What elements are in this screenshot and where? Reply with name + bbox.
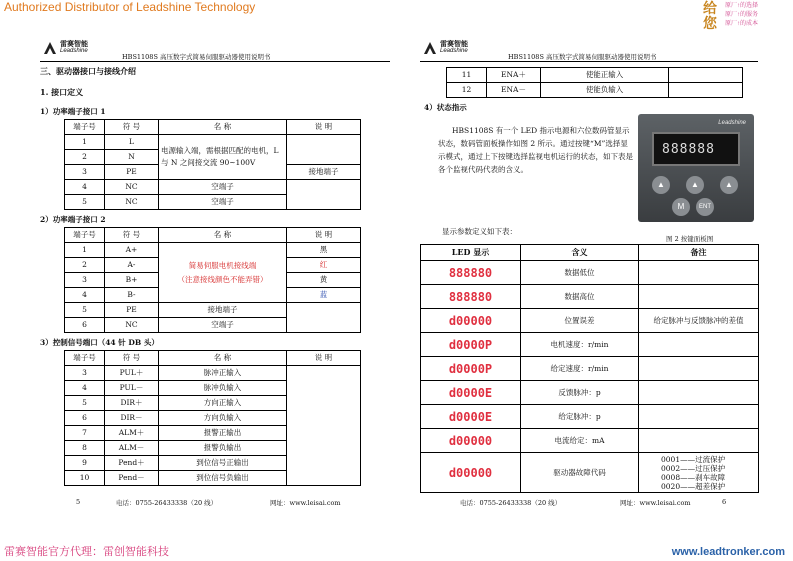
col-header: LED 显示	[421, 245, 521, 261]
terminal-no: 3	[65, 366, 105, 381]
fault-code: 0008——刹车故障	[661, 472, 726, 482]
keypad-panel-image	[638, 114, 754, 222]
led-code: d0000P	[448, 337, 493, 352]
wire-color-red: 红	[287, 258, 361, 273]
terminal-name: 报警负输出	[159, 441, 287, 456]
led-note	[639, 405, 759, 429]
terminal-no: 4	[65, 180, 105, 195]
terminal-note	[287, 366, 361, 486]
page-header	[420, 38, 758, 62]
terminal-note: 接地端子	[287, 165, 361, 180]
power-port-2-table	[64, 227, 361, 333]
terminal-no: 2	[65, 150, 105, 165]
brand-cn: 雷赛智能	[440, 39, 468, 48]
terminal-no: 4	[65, 288, 105, 303]
terminal-name: 方向正输入	[159, 396, 287, 411]
terminal-name: 脉冲正输入	[159, 366, 287, 381]
terminal-symbol: DIR－	[105, 411, 159, 426]
terminal-no: 6	[65, 411, 105, 426]
brand-en: Leadshine	[60, 48, 88, 54]
logo-line-2: 原厂↑的服务	[725, 12, 759, 18]
terminal-name: 方向负输入	[159, 411, 287, 426]
terminal-no: 3	[65, 273, 105, 288]
terminal-name: 到位信号正输出	[159, 456, 287, 471]
terminal-no: 12	[447, 83, 487, 98]
motor-wiring-name	[159, 243, 287, 303]
left-page	[40, 38, 390, 514]
wire-color-blue: 蓝	[287, 288, 361, 303]
led-code: d0000E	[448, 385, 493, 400]
terminal-symbol: PE	[105, 303, 159, 318]
terminal-name: 脉冲负输入	[159, 381, 287, 396]
panel-ent-button: ENT	[696, 198, 714, 216]
terminal-no: 11	[447, 68, 487, 83]
col-header: 说 明	[287, 351, 361, 366]
distributor-logo	[703, 2, 783, 32]
col-header: 端子号	[65, 120, 105, 135]
power-port-1-title: 1）功率端子接口 1	[40, 107, 106, 116]
col-header: 说 明	[287, 120, 361, 135]
brand-cn: 雷赛智能	[60, 39, 88, 48]
led-meaning: 驱动器故障代码	[521, 453, 639, 493]
led-meaning: 电流给定：mA	[521, 429, 639, 453]
col-header: 名 称	[159, 120, 287, 135]
terminal-symbol: PUL－	[105, 381, 159, 396]
fault-code: 0020——超差保护	[661, 481, 726, 491]
led-note	[639, 285, 759, 309]
terminal-note	[287, 180, 361, 210]
terminal-no: 5	[65, 195, 105, 210]
terminal-symbol: ALM－	[105, 441, 159, 456]
led-note	[639, 381, 759, 405]
led-note	[639, 333, 759, 357]
panel-up-button-2: ▲	[686, 176, 704, 194]
terminal-symbol: NC	[105, 180, 159, 195]
terminal-symbol: ALM＋	[105, 426, 159, 441]
led-display-table	[420, 244, 759, 493]
col-header: 符 号	[105, 351, 159, 366]
col-header: 名 称	[159, 351, 287, 366]
power-port-2-title: 2）功率端子接口 2	[40, 215, 106, 224]
terminal-name: 到位信号负输出	[159, 471, 287, 486]
control-port-title: 3）控制信号端口（44 针 DB 头）	[40, 338, 159, 347]
terminal-no: 8	[65, 441, 105, 456]
col-header: 说 明	[287, 228, 361, 243]
terminal-symbol: A-	[105, 258, 159, 273]
terminal-no: 4	[65, 381, 105, 396]
terminal-symbol: PUL＋	[105, 366, 159, 381]
footer-phone: 电话：0755-26433338（20 线）	[460, 499, 562, 507]
terminal-symbol: Pend＋	[105, 456, 159, 471]
terminal-name: 使能正输入	[541, 68, 669, 83]
power-port-1-table	[64, 119, 361, 210]
logo-line-1: 原厂↑的选择	[725, 3, 759, 9]
led-meaning: 位置误差	[521, 309, 639, 333]
terminal-no: 3	[65, 165, 105, 180]
terminal-note	[669, 68, 743, 83]
panel-brand: Leadshine	[718, 120, 746, 126]
col-header: 备注	[639, 245, 759, 261]
status-indication-title: 4）状态指示	[424, 103, 467, 112]
led-note	[639, 261, 759, 285]
terminal-symbol: B+	[105, 273, 159, 288]
led-meaning: 电机速度：r/min	[521, 333, 639, 357]
terminal-no: 10	[65, 471, 105, 486]
col-header: 含义	[521, 245, 639, 261]
led-note	[639, 429, 759, 453]
logo-glyph-1: 给	[703, 1, 717, 17]
led-code: d0000E	[448, 409, 493, 424]
panel-up-button-3: ▲	[720, 176, 738, 194]
col-header: 名 称	[159, 228, 287, 243]
leadshine-logo-icon	[42, 40, 58, 56]
terminal-no: 1	[65, 243, 105, 258]
terminal-symbol: L	[105, 135, 159, 150]
led-code: d00000	[448, 465, 493, 480]
col-header: 符 号	[105, 120, 159, 135]
motor-wiring-line-1: 简易伺服电机接线端	[188, 260, 257, 270]
terminal-symbol: NC	[105, 318, 159, 333]
col-header: 符 号	[105, 228, 159, 243]
terminal-no: 5	[65, 396, 105, 411]
terminal-no: 6	[65, 318, 105, 333]
doc-title: HBS1108S 高压数字式简易伺服驱动器使用说明书	[122, 53, 271, 61]
terminal-symbol: ENA－	[487, 83, 541, 98]
terminal-symbol: PE	[105, 165, 159, 180]
page-header	[40, 38, 390, 62]
leadshine-logo-icon	[422, 40, 438, 56]
fault-code-list	[639, 453, 759, 493]
terminal-symbol: Pend－	[105, 471, 159, 486]
panel-digits: 888888	[662, 142, 715, 157]
led-code: d00000	[448, 313, 493, 328]
terminal-no: 2	[65, 258, 105, 273]
terminal-no: 7	[65, 426, 105, 441]
terminal-name: 接地端子	[159, 303, 287, 318]
footer-website: 网址：www.leisai.com	[620, 499, 691, 507]
terminal-name: 报警正输出	[159, 426, 287, 441]
panel-display	[652, 132, 740, 166]
terminal-note	[669, 83, 743, 98]
terminal-symbol: ENA＋	[487, 68, 541, 83]
led-code: d00000	[448, 433, 493, 448]
led-meaning: 数据低位	[521, 261, 639, 285]
page-footer	[40, 498, 390, 508]
status-paragraph: HBS1108S 有一个 LED 指示电源和六位数码管显示状态，数码管面板操作如图 2 所示。通过按键“M”选择显示模式，通过上下按键选择监视电机运行的状态，如下表是各个监视代码代表的含义。	[438, 126, 633, 174]
distributor-banner: Authorized Distributor of Leadshine Technology	[4, 0, 256, 14]
terminal-no: 5	[65, 303, 105, 318]
terminal-symbol: DIR＋	[105, 396, 159, 411]
terminal-note	[287, 303, 361, 333]
panel-up-button-1: ▲	[652, 176, 670, 194]
wire-color-yellow: 黄	[287, 273, 361, 288]
terminal-symbol: B-	[105, 288, 159, 303]
page-footer	[420, 498, 758, 508]
terminal-name: 空端子	[159, 318, 287, 333]
terminal-symbol: N	[105, 150, 159, 165]
led-meaning: 给定脉冲：p	[521, 405, 639, 429]
terminal-note	[287, 135, 361, 165]
doc-title: HBS1108S 高压数字式简易伺服驱动器使用说明书	[508, 53, 657, 61]
led-code: 888880	[448, 265, 493, 280]
control-port-table	[64, 350, 361, 486]
footer-website: 网址：www.leisai.com	[270, 499, 341, 507]
col-header: 端子号	[65, 228, 105, 243]
right-page	[420, 38, 758, 514]
agent-website-link[interactable]: www.leadtronker.com	[671, 546, 785, 558]
logo-line-3: 原厂↑的成本	[725, 21, 759, 27]
terminal-name: 空端子	[159, 180, 287, 195]
terminal-name: 使能负输入	[541, 83, 669, 98]
terminal-name: 电源输入端，需根据匹配的电机，L 与 N 之间接交流 90~100V	[159, 135, 287, 180]
led-meaning: 数据高位	[521, 285, 639, 309]
led-note: 给定脉冲与反馈脉冲的差值	[639, 309, 759, 333]
terminal-no: 9	[65, 456, 105, 471]
led-meaning: 反馈脉冲：p	[521, 381, 639, 405]
brand-en: Leadshine	[440, 48, 468, 54]
wire-color-black: 黑	[287, 243, 361, 258]
figure-caption: 图 2 按键面板图	[666, 235, 714, 243]
col-header: 端子号	[65, 351, 105, 366]
fault-code: 0001——过流保护	[661, 454, 726, 464]
led-code: d0000P	[448, 361, 493, 376]
footer-phone: 电话：0755-26433338（20 线）	[116, 499, 218, 507]
terminal-no: 1	[65, 135, 105, 150]
fault-code: 0002——过压保护	[661, 463, 726, 473]
terminal-symbol: A+	[105, 243, 159, 258]
led-note	[639, 357, 759, 381]
led-meaning: 给定速度：r/min	[521, 357, 639, 381]
led-code: 888880	[448, 289, 493, 304]
page-number: 5	[76, 498, 81, 506]
terminal-symbol: NC	[105, 195, 159, 210]
agent-banner: 雷赛智能官方代理：雷创智能科技	[4, 545, 169, 558]
display-definition-label: 显示参数定义如下表：	[442, 227, 517, 236]
logo-glyph-2: 您	[703, 16, 717, 32]
subsection-heading: 1. 接口定义	[40, 87, 84, 97]
enable-signal-table	[446, 67, 743, 98]
motor-wiring-line-2: （注意接线颜色不能弄错）	[177, 274, 268, 284]
panel-m-button: M	[672, 198, 690, 216]
section-heading: 三、驱动器接口与接线介绍	[40, 66, 136, 76]
page-number: 6	[722, 498, 727, 506]
terminal-name: 空端子	[159, 195, 287, 210]
